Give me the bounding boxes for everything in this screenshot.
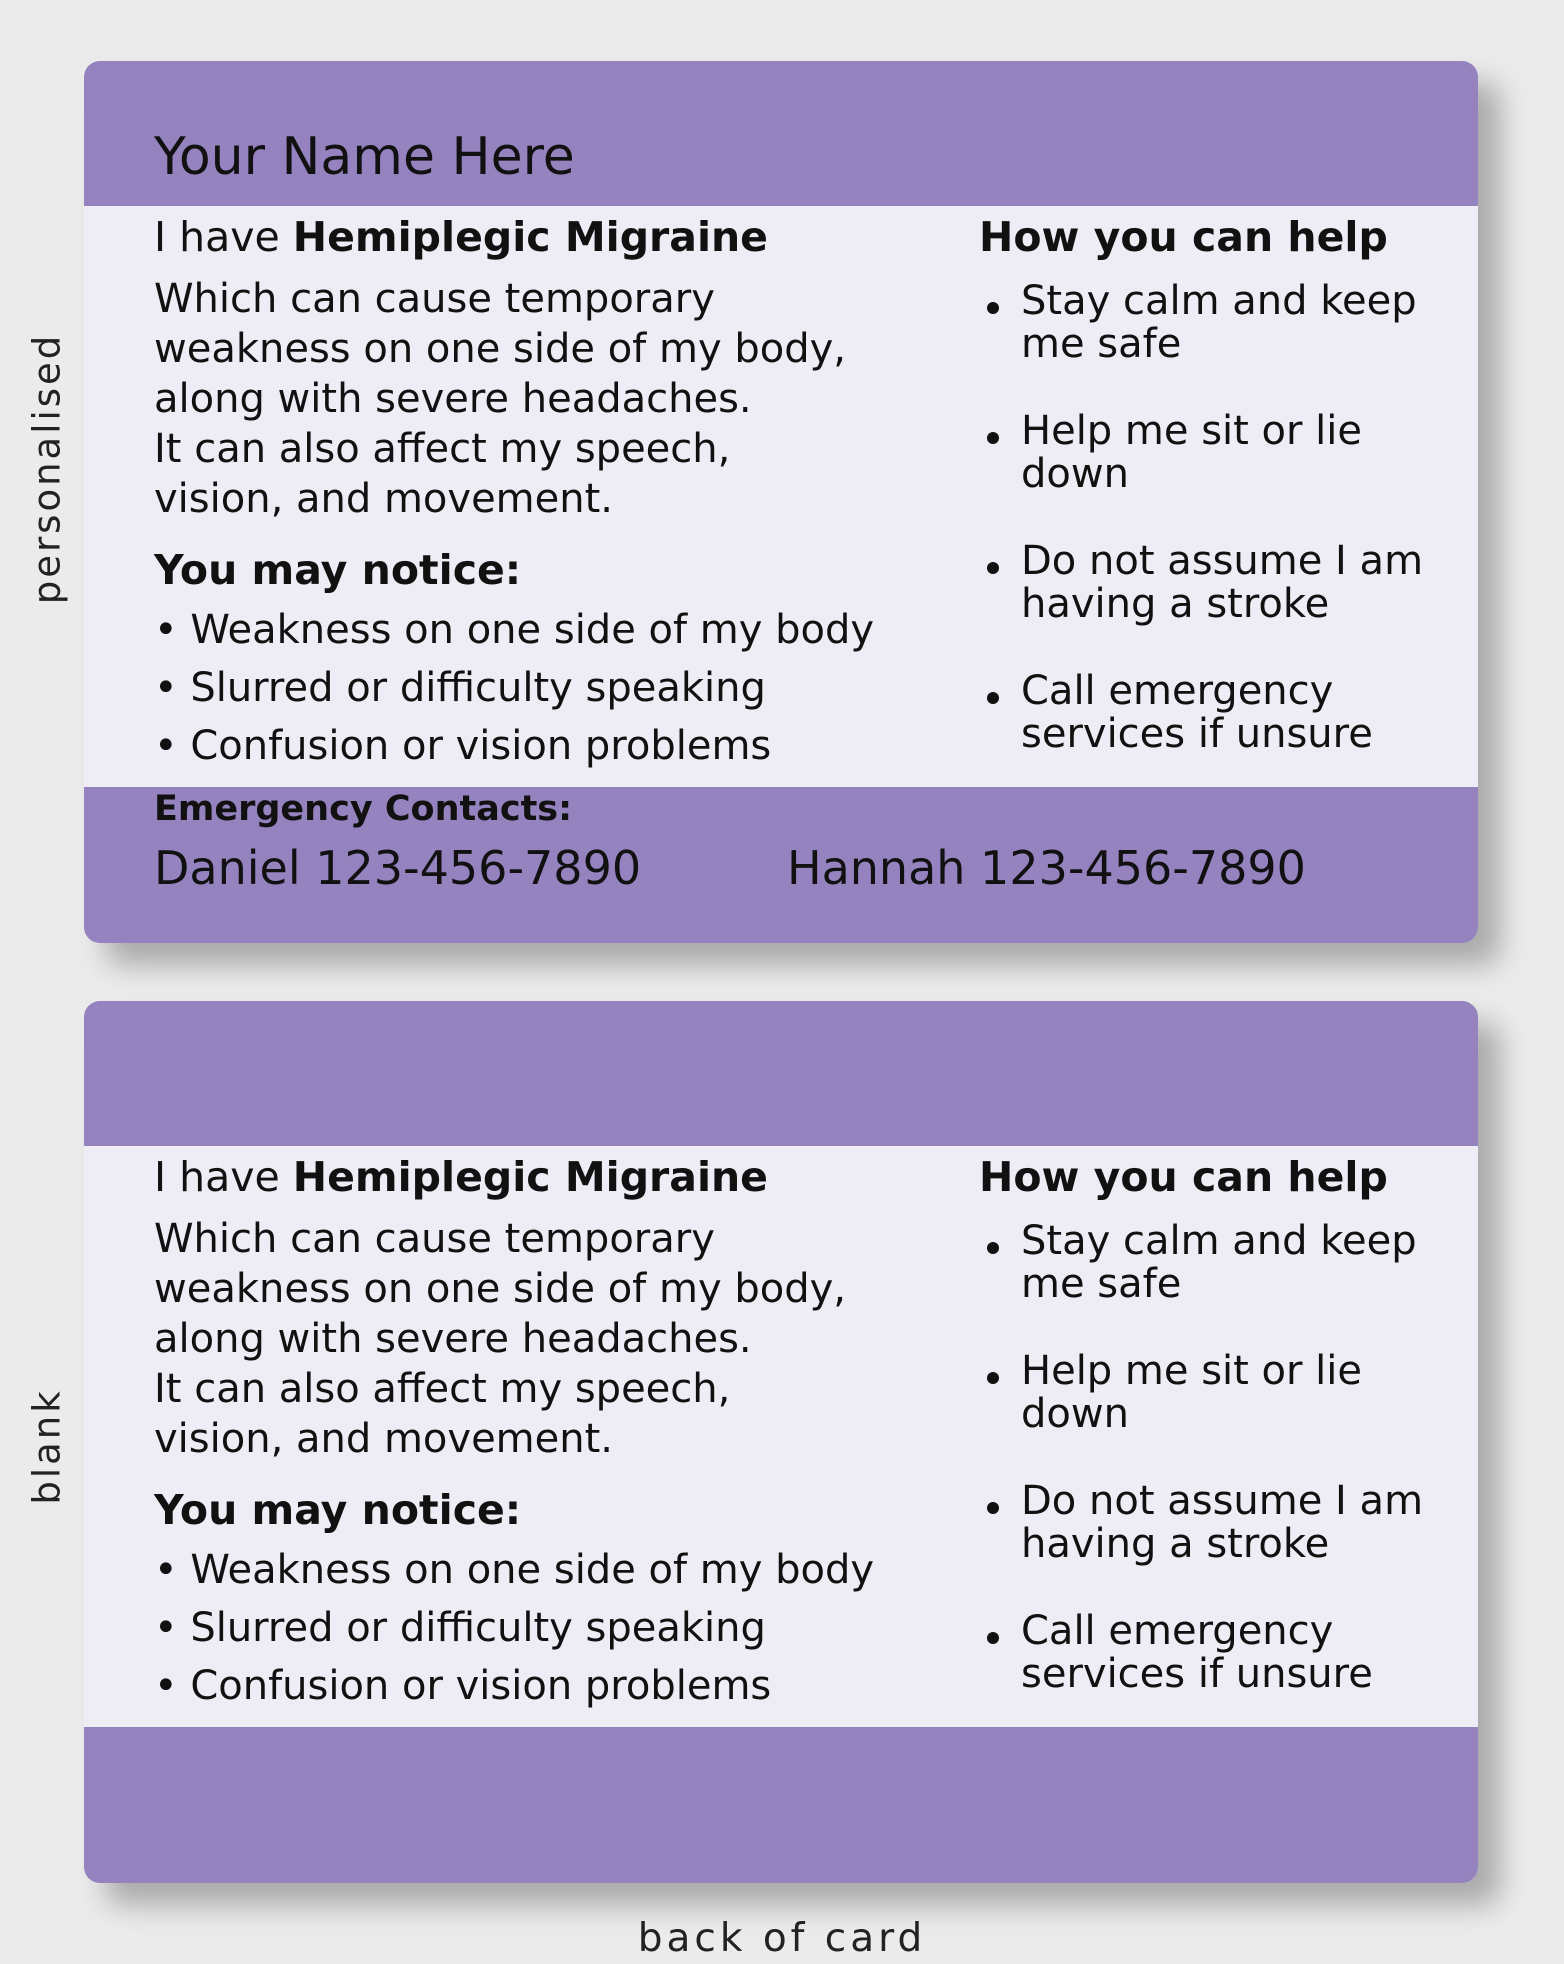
condition-section bbox=[154, 213, 914, 775]
notice-item: • Confusion or vision problems bbox=[154, 717, 914, 775]
condition-name: Hemiplegic Migraine bbox=[292, 1153, 768, 1201]
help-item: Stay calm and keep me safe bbox=[979, 1220, 1459, 1350]
condition-intro bbox=[154, 1153, 914, 1202]
help-item: Stay calm and keep me safe bbox=[979, 280, 1459, 410]
emergency-contact-2: Hannah 123-456-7890 bbox=[787, 841, 1306, 895]
condition-description bbox=[154, 274, 914, 524]
notice-item: • Slurred or difficulty speaking bbox=[154, 659, 914, 717]
description-line: vision, and movement. bbox=[154, 1416, 614, 1463]
help-item: Do not assume I am having a stroke bbox=[979, 1480, 1459, 1610]
help-item: Call emergency services if unsure bbox=[979, 670, 1459, 800]
description-line: Which can cause temporary bbox=[154, 276, 715, 323]
notice-item: • Slurred or difficulty speaking bbox=[154, 1599, 914, 1657]
notice-item: • Weakness on one side of my body bbox=[154, 601, 914, 659]
personalised-card bbox=[84, 61, 1478, 943]
description-line: vision, and movement. bbox=[154, 476, 614, 523]
help-item: Call emergency services if unsure bbox=[979, 1610, 1459, 1740]
condition-section bbox=[154, 1153, 914, 1715]
help-section bbox=[979, 213, 1459, 800]
description-line: It can also affect my speech, bbox=[154, 426, 731, 473]
condition-name: Hemiplegic Migraine bbox=[292, 213, 768, 261]
description-line: It can also affect my speech, bbox=[154, 1366, 731, 1413]
blank-card bbox=[84, 1001, 1478, 1883]
card-footer-band bbox=[84, 1727, 1478, 1883]
notice-title: You may notice: bbox=[154, 1486, 522, 1535]
help-title: How you can help bbox=[979, 213, 1388, 261]
help-list bbox=[979, 280, 1459, 800]
help-item: Help me sit or lie down bbox=[979, 410, 1459, 540]
description-line: weakness on one side of my body, bbox=[154, 326, 846, 373]
notice-list bbox=[154, 601, 914, 775]
description-line: along with severe headaches. bbox=[154, 1316, 752, 1363]
card-header-band bbox=[84, 1001, 1478, 1146]
card-holder-name: Your Name Here bbox=[154, 127, 575, 187]
blank-label: blank bbox=[25, 1388, 69, 1505]
notice-item: • Weakness on one side of my body bbox=[154, 1541, 914, 1599]
help-list bbox=[979, 1220, 1459, 1740]
description-line: Which can cause temporary bbox=[154, 1216, 715, 1263]
help-item: Do not assume I am having a stroke bbox=[979, 540, 1459, 670]
intro-prefix: I have bbox=[154, 213, 293, 261]
condition-description bbox=[154, 1214, 914, 1464]
help-item: Help me sit or lie down bbox=[979, 1350, 1459, 1480]
notice-list bbox=[154, 1541, 914, 1715]
notice-item: • Confusion or vision problems bbox=[154, 1657, 914, 1715]
emergency-contact-1: Daniel 123-456-7890 bbox=[154, 841, 642, 895]
description-line: weakness on one side of my body, bbox=[154, 1266, 846, 1313]
notice-title: You may notice: bbox=[154, 546, 522, 595]
help-section bbox=[979, 1153, 1459, 1740]
help-title: How you can help bbox=[979, 1153, 1388, 1201]
description-line: along with severe headaches. bbox=[154, 376, 752, 423]
intro-prefix: I have bbox=[154, 1153, 293, 1201]
condition-intro bbox=[154, 213, 914, 262]
emergency-contacts-title: Emergency Contacts: bbox=[154, 789, 573, 829]
caption: back of card bbox=[637, 1916, 927, 1961]
personalised-label: personalised bbox=[25, 332, 69, 605]
